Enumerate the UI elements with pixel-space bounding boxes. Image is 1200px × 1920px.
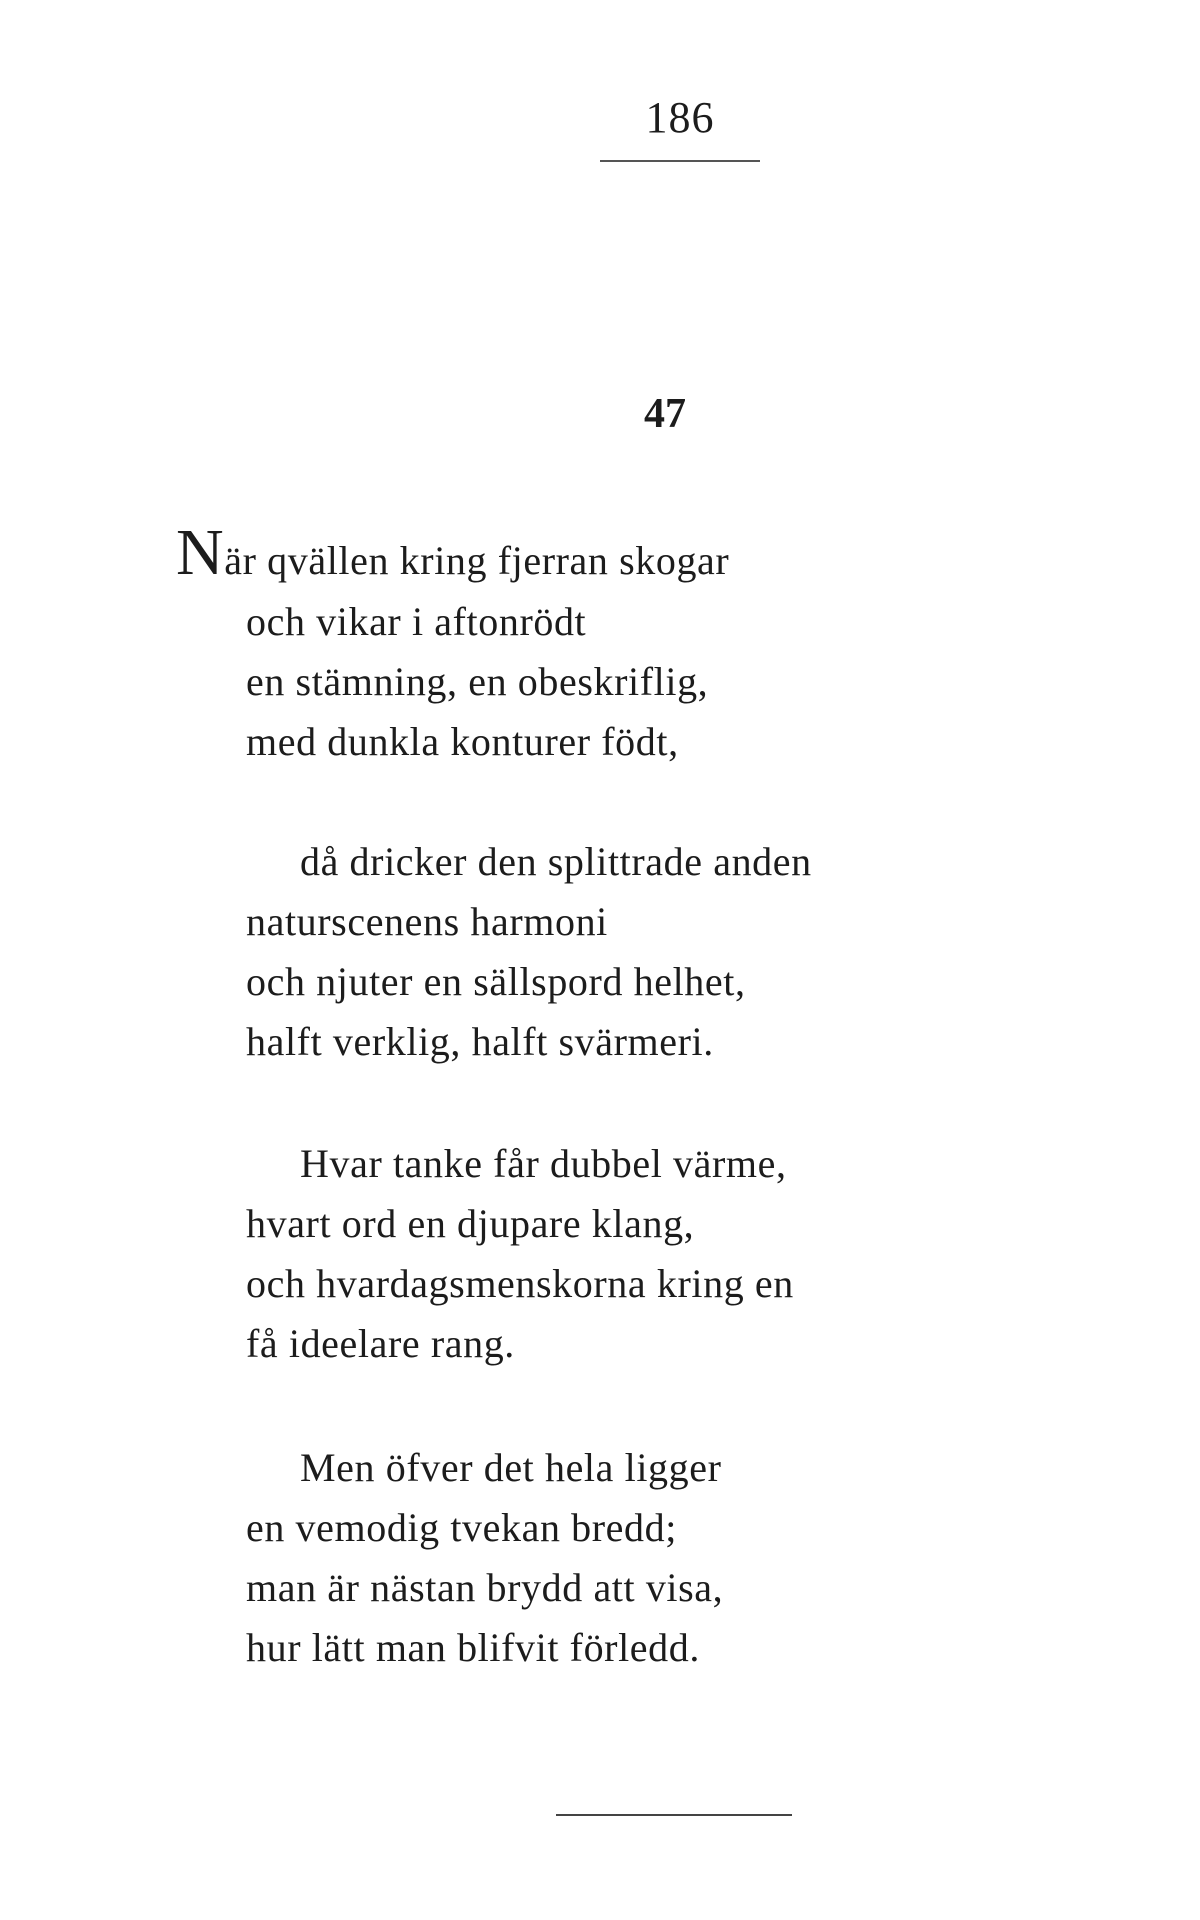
poem-line-text: är qvällen kring fjerran skogar (224, 538, 730, 583)
poem-line: och njuter en sällspord helhet, (246, 959, 746, 1004)
poem-line: naturscenens harmoni (246, 899, 608, 944)
poem-number: 47 (644, 391, 686, 437)
poem-line: Hvar tanke får dubbel värme, (300, 1141, 787, 1186)
poem-line: hur lätt man blifvit förledd. (246, 1625, 700, 1670)
footer-rule (556, 1814, 792, 1816)
poem-line: då dricker den splittrade anden (300, 839, 812, 884)
header-rule (600, 160, 760, 162)
poem-line: och vikar i aftonrödt (246, 599, 587, 644)
poem-line: få ideelare rang. (246, 1321, 515, 1366)
poem-line: hvart ord en djupare klang, (246, 1201, 695, 1246)
poem-line: med dunkla konturer födt, (246, 719, 679, 764)
poem-line: Men öfver det hela ligger (300, 1445, 722, 1490)
poem-line (176, 516, 730, 589)
page-number: 186 (645, 93, 715, 142)
poem-line: en stämning, en obeskriflig, (246, 659, 709, 704)
poem-line: och hvardagsmenskorna kring en (246, 1261, 794, 1306)
poem-line: man är nästan brydd att visa, (246, 1565, 724, 1610)
drop-cap: N (176, 516, 225, 589)
poem-line: halft verklig, halft svärmeri. (246, 1019, 714, 1064)
poem-line: en vemodig tvekan bredd; (246, 1505, 677, 1550)
